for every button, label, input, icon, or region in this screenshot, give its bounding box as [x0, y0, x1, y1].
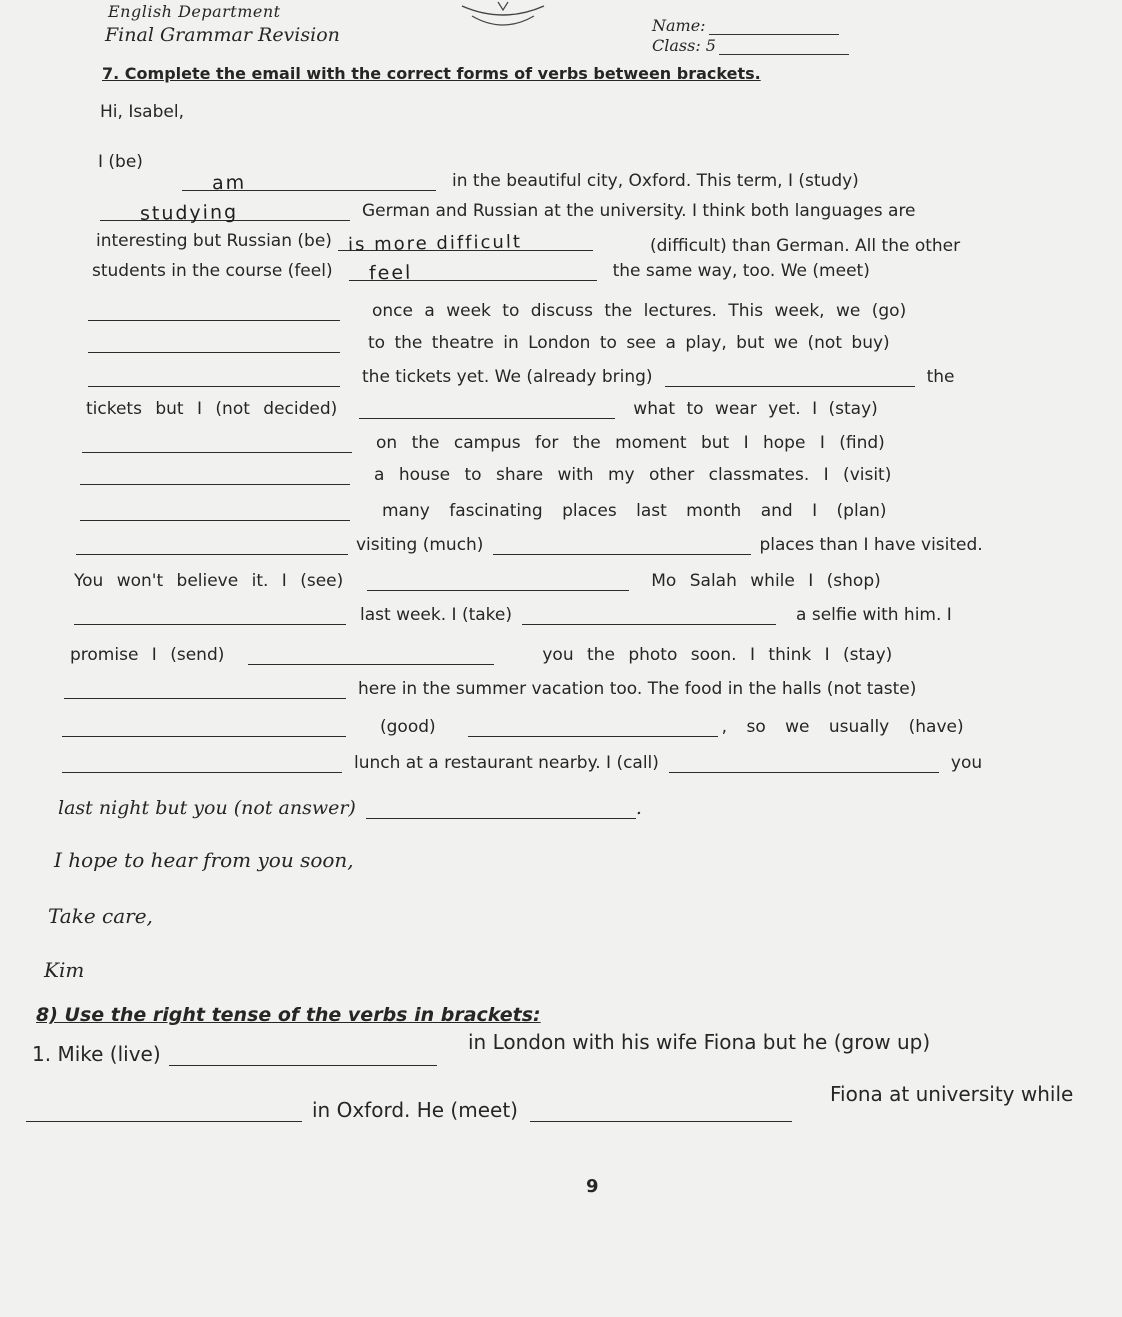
answer-blank-8[interactable]: [665, 364, 915, 387]
answer-blank-20[interactable]: [62, 714, 346, 737]
q8-answer-blank-3[interactable]: [530, 1099, 792, 1122]
class-label: Class: 5: [652, 36, 716, 55]
email-line-7: the tickets yet. We (already bring) the: [88, 364, 954, 387]
answer-blank-7[interactable]: [88, 364, 340, 387]
email-line-3: interesting but Russian (be) is more difficult: [96, 228, 593, 251]
answer-blank-23[interactable]: [669, 750, 939, 773]
name-field[interactable]: [652, 16, 839, 35]
answer-blank-3[interactable]: is more difficult: [338, 228, 593, 251]
answer-blank-12[interactable]: [80, 498, 350, 521]
email-line-5: once a week to discuss the lectures. This week, we (go): [88, 298, 906, 321]
email-line-19: last night but you (not answer) .: [58, 797, 642, 819]
email-line-13: You won't believe it. I (see) Mo Salah while I (shop): [74, 568, 881, 591]
page-number: 9: [586, 1176, 599, 1197]
signature: Kim: [44, 958, 85, 982]
email-line-9: on the campus for the moment but I hope I (find): [82, 430, 885, 453]
answer-blank-19[interactable]: [64, 676, 346, 699]
section-8-title: 8) Use the right tense of the verbs in brackets:: [36, 1004, 541, 1026]
answer-blank-9[interactable]: [359, 396, 615, 419]
answer-blank-1[interactable]: am: [182, 168, 436, 191]
question-1-line-1: 1. Mike (live): [32, 1042, 437, 1066]
email-line-2: studying German and Russian at the university. I think both languages are: [100, 198, 916, 221]
email-line-11: many fascinating places last month and I (plan): [80, 498, 887, 521]
answer-blank-16[interactable]: [74, 602, 346, 625]
school-logo-icon: [458, 0, 548, 42]
email-line-4: students in the course (feel) feel the same way, too. We (meet): [92, 258, 870, 281]
q8-answer-blank-1[interactable]: [169, 1043, 437, 1066]
email-line-18: lunch at a restaurant nearby. I (call) you: [62, 750, 982, 773]
take-care-line: Take care,: [48, 904, 153, 928]
answer-blank-13[interactable]: [76, 532, 348, 555]
answer-blank-4[interactable]: feel: [349, 258, 597, 281]
worksheet-page: English Department Final Grammar Revision Name: Class: 5 7. Complete the email with the correct forms of verbs between brackets. Hi, Isabel, I (be) am in the beautiful city, Oxford. This term, I (study) studying German and Russian at the university. I think both languages are interesting but Russian (be) is more difficult (difficult) than German. All the other students in the course (feel) feel the same way, too. We (meet) once a week to discuss the lectures. This week, we (go) to the theatre in London to see a play, but we (not buy) the tickets yet. We (already bring) the tickets but I (not decided) what to wear yet. I (stay) on the campus for the moment but I hope I (find) a house to share with my other classmates. I (visit) many fascinating places last month and I (plan) visiting (much) places than I have visited. You won't believe it. I (see) Mo Salah while I (shop) last week. I (take) a selfie with him. I promise I (send) you the photo soon. I think I (stay) here in the summer vacation too. The food in the halls (not taste) (good) , so we usually (have) lunch at a restaurant nearby. I (call) you last night but you (not answer) . I hope to hear from you soon, Take care, Kim 8) Use the right tense of the verbs in brackets: 1. Mike (live) in London with his wife Fiona but he (grow up) in Oxford. He (meet) Fiona at university while 9: [0, 0, 1122, 1317]
email-line-6: to the theatre in London to see a play, but we (not buy): [88, 330, 890, 353]
email-line-12: visiting (much) places than I have visited.: [76, 532, 983, 555]
section-7-title: 7. Complete the email with the correct forms of verbs between brackets.: [102, 64, 761, 83]
answer-blank-14[interactable]: [493, 532, 751, 555]
department-label: English Department: [108, 2, 281, 21]
answer-blank-18[interactable]: [248, 642, 494, 665]
answer-blank-6[interactable]: [88, 330, 340, 353]
worksheet-title: Final Grammar Revision: [105, 24, 340, 46]
answer-blank-5[interactable]: [88, 298, 340, 321]
closing-line: I hope to hear from you soon,: [54, 848, 354, 872]
answer-blank-22[interactable]: [62, 750, 342, 773]
answer-blank-17[interactable]: [522, 602, 776, 625]
email-line-17: (good) , so we usually (have): [62, 714, 964, 737]
email-line-16: here in the summer vacation too. The food in the halls (not taste): [64, 676, 916, 699]
answer-blank-11[interactable]: [80, 462, 350, 485]
email-line-8: tickets but I (not decided) what to wear yet. I (stay): [86, 396, 878, 419]
class-blank[interactable]: [719, 54, 849, 55]
email-line-14: last week. I (take) a selfie with him. I: [74, 602, 952, 625]
name-label: Name:: [652, 16, 706, 35]
email-line-10: a house to share with my other classmates. I (visit): [80, 462, 891, 485]
class-field: [652, 36, 849, 55]
q8-answer-blank-2[interactable]: [26, 1099, 302, 1122]
email-line-15: promise I (send) you the photo soon. I think I (stay): [70, 642, 892, 665]
greeting: Hi, Isabel,: [100, 102, 184, 122]
answer-blank-10[interactable]: [82, 430, 352, 453]
question-1-line-2: in Oxford. He (meet): [26, 1098, 792, 1122]
answer-blank-15[interactable]: [367, 568, 629, 591]
email-line-1: I (be): [98, 152, 143, 172]
name-blank[interactable]: [709, 34, 839, 35]
answer-blank-2[interactable]: studying: [100, 198, 350, 221]
answer-blank-24[interactable]: [366, 796, 636, 819]
answer-blank-21[interactable]: [468, 714, 718, 737]
